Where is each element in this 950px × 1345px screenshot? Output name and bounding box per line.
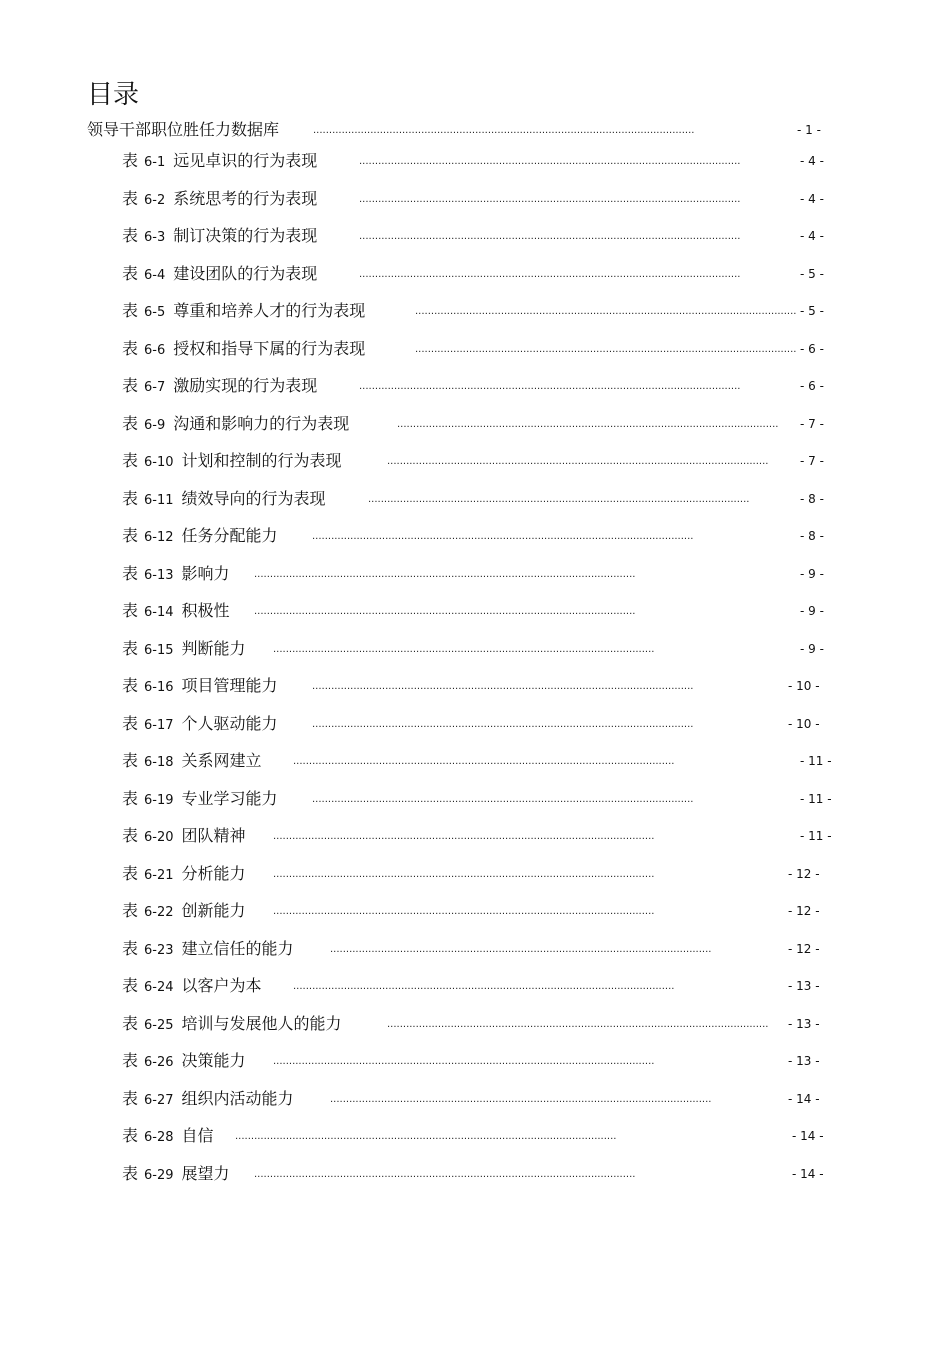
toc-page-number: - 7 -	[800, 417, 824, 431]
toc-entry-label	[122, 788, 278, 812]
toc-entry-number: 6-23	[144, 943, 174, 958]
toc-entry-name: 展望力	[181, 1164, 230, 1183]
toc-page-number: - 11 -	[800, 829, 832, 843]
toc-entry-label	[122, 563, 230, 587]
toc-entry-name: 计划和控制的行为表现	[181, 451, 342, 470]
toc-page-number: - 12 -	[788, 867, 820, 881]
toc-entry-label	[122, 975, 262, 999]
toc-leader-dots: ........................................................................................................................	[415, 306, 797, 317]
toc-entry-label	[122, 263, 317, 287]
toc-entry-label	[122, 1013, 342, 1037]
toc-entry-number: 6-9	[144, 418, 166, 433]
toc-leader-dots: ........................................................................................................................	[387, 1019, 769, 1030]
toc-entry-label	[122, 825, 246, 849]
toc-leader-dots: ........................................................................................................................	[359, 156, 741, 167]
toc-page-number: - 13 -	[788, 1054, 820, 1068]
toc-page-number: - 14 -	[788, 1092, 820, 1106]
toc-entry-label	[122, 300, 365, 324]
toc-entry-name: 激励实现的行为表现	[173, 376, 318, 395]
toc-entry-number: 6-14	[144, 605, 174, 620]
toc-leader-dots: ........................................................................................................................	[330, 1094, 712, 1105]
toc-entry-name: 影响力	[181, 564, 230, 583]
toc-entry-number: 6-4	[144, 268, 166, 283]
toc-entry-number: 6-6	[144, 343, 166, 358]
toc-entry-name: 创新能力	[181, 901, 246, 920]
toc-leader-dots: ........................................................................................................................	[235, 1131, 617, 1142]
toc-leader-dots: ........................................................................................................................	[313, 125, 695, 136]
toc-entry-prefix: 表	[122, 976, 139, 995]
toc-page-number: - 5 -	[800, 304, 824, 318]
toc-entry-number: 6-15	[144, 643, 174, 658]
toc-entry-prefix: 表	[122, 639, 139, 658]
toc-entry-number: 6-27	[144, 1093, 174, 1108]
toc-entry-prefix: 表	[122, 864, 139, 883]
page-title: 目录	[87, 80, 140, 110]
toc-entry-name: 领导干部职位胜任力数据库	[87, 120, 280, 139]
toc-leader-dots: ........................................................................................................................	[273, 869, 655, 880]
toc-leader-dots: ........................................................................................................................	[293, 756, 675, 767]
toc-entry-label	[122, 713, 278, 737]
toc-leader-dots: ........................................................................................................................	[368, 494, 750, 505]
toc-entry-prefix: 表	[122, 826, 139, 845]
toc-entry-name: 团队精神	[181, 826, 246, 845]
toc-leader-dots: ........................................................................................................................	[312, 794, 694, 805]
toc-entry-prefix: 表	[122, 714, 139, 733]
toc-entry-prefix: 表	[122, 939, 139, 958]
toc-entry-prefix: 表	[122, 1126, 139, 1145]
toc-entry-prefix: 表	[122, 339, 139, 358]
toc-entry-prefix: 表	[122, 264, 139, 283]
toc-entry-number: 6-17	[144, 718, 174, 733]
toc-entry-label	[122, 338, 365, 362]
toc-leader-dots: ........................................................................................................................	[387, 456, 769, 467]
toc-leader-dots: ........................................................................................................................	[359, 269, 741, 280]
toc-entry-label	[122, 938, 294, 962]
toc-page-number: - 13 -	[788, 979, 820, 993]
toc-entry-name: 专业学习能力	[181, 789, 278, 808]
toc-entry-number: 6-28	[144, 1130, 174, 1145]
toc-page-number: - 14 -	[792, 1129, 824, 1143]
toc-entry-name: 远见卓识的行为表现	[173, 151, 318, 170]
toc-entry-number: 6-19	[144, 793, 174, 808]
toc-entry-name: 建立信任的能力	[181, 939, 294, 958]
toc-entry-name: 关系网建立	[181, 751, 262, 770]
toc-entry-number: 6-26	[144, 1055, 174, 1070]
toc-page-number: - 9 -	[800, 604, 824, 618]
toc-entry-prefix: 表	[122, 226, 139, 245]
toc-page-number: - 9 -	[800, 642, 824, 656]
toc-page-number: - 8 -	[800, 492, 824, 506]
toc-entry-name: 组织内活动能力	[181, 1089, 294, 1108]
toc-entry-name: 以客户为本	[181, 976, 262, 995]
toc-page-number: - 11 -	[800, 792, 832, 806]
toc-entry-prefix: 表	[122, 789, 139, 808]
toc-leader-dots: ........................................................................................................................	[397, 419, 779, 430]
toc-leader-dots: ........................................................................................................................	[254, 1169, 636, 1180]
toc-page-number: - 4 -	[800, 229, 824, 243]
toc-leader-dots: ........................................................................................................................	[273, 1056, 655, 1067]
toc-entry-prefix: 表	[122, 1014, 139, 1033]
toc-entry-label	[122, 188, 317, 212]
toc-entry-prefix: 表	[122, 414, 139, 433]
toc-leader-dots: ........................................................................................................................	[415, 344, 797, 355]
toc-entry-name: 沟通和影响力的行为表现	[173, 414, 350, 433]
toc-entry-label	[122, 675, 278, 699]
toc-page-number: - 12 -	[788, 904, 820, 918]
toc-entry-label	[122, 1163, 230, 1187]
toc-entry-number: 6-25	[144, 1018, 174, 1033]
toc-entry-name: 授权和指导下属的行为表现	[173, 339, 366, 358]
toc-page-number: - 1 -	[797, 123, 821, 137]
toc-entry-prefix: 表	[122, 151, 139, 170]
toc-entry-label	[122, 150, 317, 174]
toc-entry-prefix: 表	[122, 901, 139, 920]
toc-page-number: - 11 -	[800, 754, 832, 768]
toc-entry-label	[122, 638, 246, 662]
toc-entry-label	[122, 1088, 294, 1112]
toc-entry-label	[122, 375, 317, 399]
toc-page-number: - 10 -	[788, 679, 820, 693]
toc-entry-number: 6-24	[144, 980, 174, 995]
toc-entry-name: 个人驱动能力	[181, 714, 278, 733]
toc-entry-name: 项目管理能力	[181, 676, 278, 695]
toc-leader-dots: ........................................................................................................................	[273, 906, 655, 917]
toc-entry-label	[122, 1050, 246, 1074]
toc-page-number: - 10 -	[788, 717, 820, 731]
toc-leader-dots: ........................................................................................................................	[273, 831, 655, 842]
toc-page-number: - 9 -	[800, 567, 824, 581]
toc-entry-number: 6-12	[144, 530, 174, 545]
toc-leader-dots: ........................................................................................................................	[359, 381, 741, 392]
toc-leader-dots: ........................................................................................................................	[359, 194, 741, 205]
toc-entry-prefix: 表	[122, 301, 139, 320]
toc-entry-prefix: 表	[122, 751, 139, 770]
toc-entry-name: 尊重和培养人才的行为表现	[173, 301, 366, 320]
toc-leader-dots: ........................................................................................................................	[293, 981, 675, 992]
toc-entry-prefix: 表	[122, 376, 139, 395]
toc-entry-number: 6-3	[144, 230, 166, 245]
toc-entry-number: 6-16	[144, 680, 174, 695]
toc-leader-dots: ........................................................................................................................	[330, 944, 712, 955]
toc-entry-label	[122, 413, 349, 437]
toc-entry-label	[122, 450, 342, 474]
toc-entry-prefix: 表	[122, 676, 139, 695]
toc-entry-number: 6-18	[144, 755, 174, 770]
toc-page-number: - 12 -	[788, 942, 820, 956]
toc-entry-prefix: 表	[122, 526, 139, 545]
toc-entry-name: 培训与发展他人的能力	[181, 1014, 342, 1033]
toc-entry-prefix: 表	[122, 564, 139, 583]
toc-entry-name: 绩效导向的行为表现	[181, 489, 326, 508]
toc-entry-number: 6-5	[144, 305, 166, 320]
toc-page-number: - 13 -	[788, 1017, 820, 1031]
toc-leader-dots: ........................................................................................................................	[312, 531, 694, 542]
toc-entry-name: 任务分配能力	[181, 526, 278, 545]
toc-page-number: - 7 -	[800, 454, 824, 468]
toc-entry-name: 决策能力	[181, 1051, 246, 1070]
toc-page-number: - 8 -	[800, 529, 824, 543]
toc-entry-number: 6-1	[144, 155, 166, 170]
toc-entry-label	[122, 750, 262, 774]
toc-page-number: - 6 -	[800, 379, 824, 393]
toc-entry-number: 6-2	[144, 193, 166, 208]
toc-entry-label	[122, 900, 246, 924]
toc-page-number: - 14 -	[792, 1167, 824, 1181]
toc-entry-label	[122, 525, 278, 549]
toc-entry-label	[122, 1125, 214, 1149]
toc-entry-prefix: 表	[122, 601, 139, 620]
toc-leader-dots: ........................................................................................................................	[254, 569, 636, 580]
toc-entry-number: 6-20	[144, 830, 174, 845]
toc-entry-prefix: 表	[122, 489, 139, 508]
toc-entry-name: 建设团队的行为表现	[173, 264, 318, 283]
toc-entry-prefix: 表	[122, 451, 139, 470]
toc-entry-number: 6-13	[144, 568, 174, 583]
toc-entry-number: 6-22	[144, 905, 174, 920]
toc-entry-prefix: 表	[122, 189, 139, 208]
toc-entry-number: 6-29	[144, 1168, 174, 1183]
toc-entry-number: 6-10	[144, 455, 174, 470]
toc-entry-name: 自信	[181, 1126, 214, 1145]
toc-leader-dots: ........................................................................................................................	[359, 231, 741, 242]
toc-leader-dots: ........................................................................................................................	[312, 681, 694, 692]
toc-entry-name: 制订决策的行为表现	[173, 226, 318, 245]
toc-page-number: - 6 -	[800, 342, 824, 356]
toc-entry-number: 6-21	[144, 868, 174, 883]
toc-entry-name: 判断能力	[181, 639, 246, 658]
toc-leader-dots: ........................................................................................................................	[273, 644, 655, 655]
toc-page-number: - 5 -	[800, 267, 824, 281]
toc-entry-number: 6-7	[144, 380, 166, 395]
toc-entry-name: 分析能力	[181, 864, 246, 883]
toc-entry-label	[122, 488, 326, 512]
toc-entry-label	[122, 225, 317, 249]
toc-entry-name: 积极性	[181, 601, 230, 620]
toc-leader-dots: ........................................................................................................................	[254, 606, 636, 617]
toc-entry-prefix: 表	[122, 1051, 139, 1070]
toc-entry-prefix: 表	[122, 1089, 139, 1108]
toc-page-number: - 4 -	[800, 154, 824, 168]
toc-entry-number: 6-11	[144, 493, 174, 508]
toc-entry-name: 系统思考的行为表现	[173, 189, 318, 208]
toc-entry-prefix: 表	[122, 1164, 139, 1183]
toc-entry-label	[122, 863, 246, 887]
toc-entry-label	[122, 600, 230, 624]
toc-page-number: - 4 -	[800, 192, 824, 206]
toc-leader-dots: ........................................................................................................................	[312, 719, 694, 730]
